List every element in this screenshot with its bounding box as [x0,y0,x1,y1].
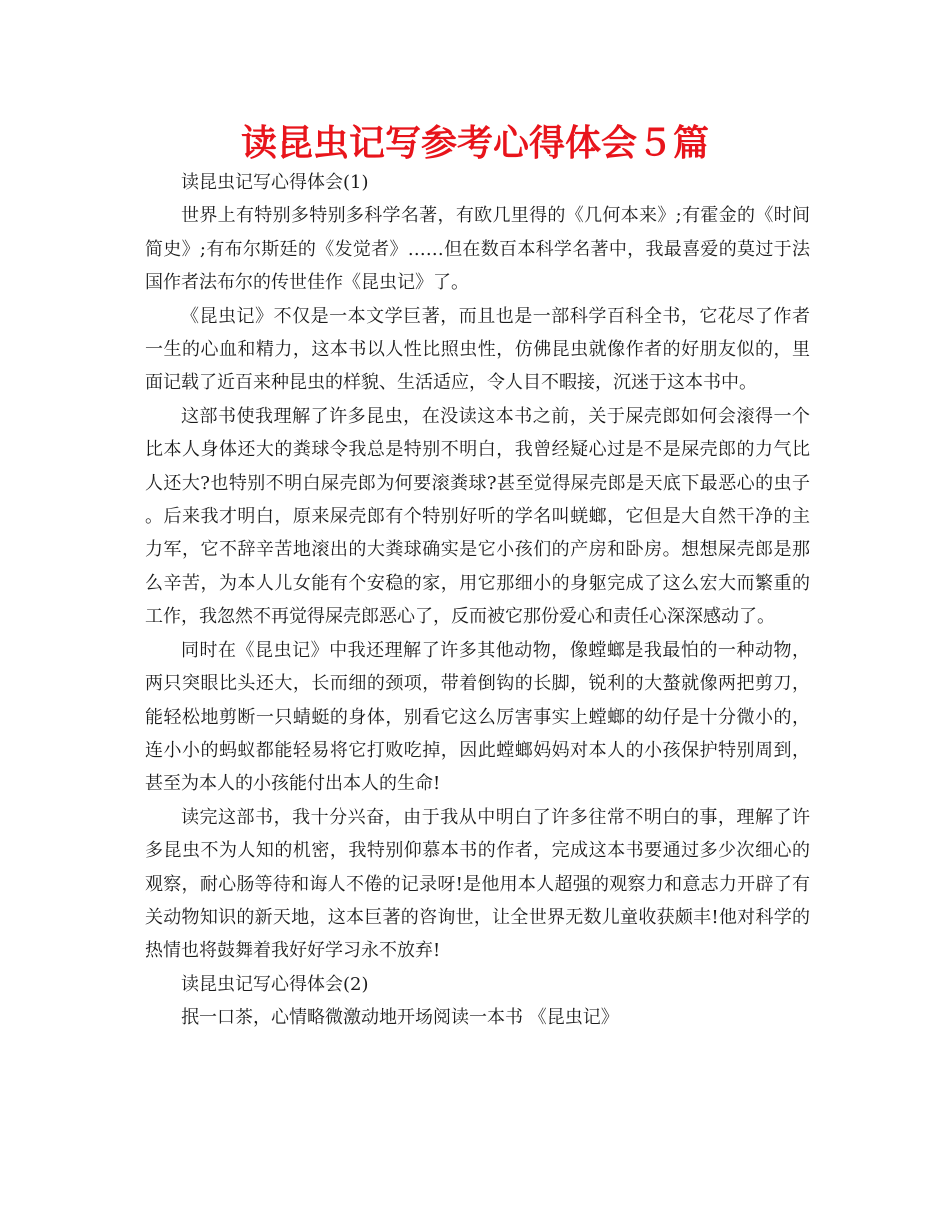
paragraph-6: 抿一口茶，心情略微激动地开场阅读一本书 《昆虫记》 [181,1007,619,1029]
paragraph-5: 读完这部书，我十分兴奋，由于我从中明白了许多往常不明白的事，理解了许多昆虫不为人知的机密，我特别仰慕本书的作者，完成这本书要通过多少次细心的观察，耐心肠等待和诲人不倦的记录呀!是他用本人超强的观察力和意志力开辟了有关动物知识的新天地，这本巨著的咨询世，让全世界无数儿童收获颇丰!他对科学的热情也将鼓舞着我好好学习永不放弃! [145,806,810,962]
document-body [145,166,810,1035]
paragraph-4: 同时在《昆虫记》中我还理解了许多其他动物，像螳螂是我最怕的一种动物，两只突眼比头还大，长而细的颈项，带着倒钩的长脚，锐利的大螯就像两把剪刀，能轻松地剪断一只蜻蜓的身体，别看它这么厉害事实上螳螂的幼仔是十分微小的，连小小的蚂蚁都能轻易将它打败吃掉，因此螳螂妈妈对本人的小孩保护特别周到，甚至为本人的小孩能付出本人的生命! [145,639,810,795]
paragraph-1: 世界上有特别多特别多科学名著，有欧几里得的《几何本来》;有霍金的《时间简史》;有布尔斯廷的《发觉者》……但在数百本科学名著中，我最喜爱的莫过于法国作者法布尔的传世佳作《昆虫记》了。 [145,205,810,294]
paragraph-2: 《昆虫记》不仅是一本文学巨著，而且也是一部科学百科全书，它花尽了作者一生的心血和精力，这本书以人性比照虫性，仿佛昆虫就像作者的好朋友似的，里面记载了近百来种昆虫的样貌、生活适应，令人目不暇接，沉迷于这本书中。 [145,305,810,394]
section-heading-2: 读昆虫记写心得体会(2) [181,973,369,995]
document-title: 读昆虫记写参考心得体会５篇 [240,123,709,164]
paragraph-3: 这部书使我理解了许多昆虫，在没读这本书之前，关于屎壳郎如何会滚得一个比本人身体还大的粪球令我总是特别不明白，我曾经疑心过是不是屎壳郎的力气比人还大?也特别不明白屎壳郎为何要滚粪球?甚至觉得屎壳郎是天底下最恶心的虫子。后来我才明白，原来屎壳郎有个特别好听的学名叫蜣螂，它但是大自然干净的主力军，它不辞辛苦地滚出的大粪球确实是它小孩们的产房和卧房。想想屎壳郎是那么辛苦，为本人儿女能有个安稳的家，用它那细小的身躯完成了这么宏大而繁重的工作，我忽然不再觉得屎壳郎恶心了，反而被它那份爱心和责任心深深感动了。 [145,405,810,628]
section-heading-1: 读昆虫记写心得体会(1) [181,172,369,193]
